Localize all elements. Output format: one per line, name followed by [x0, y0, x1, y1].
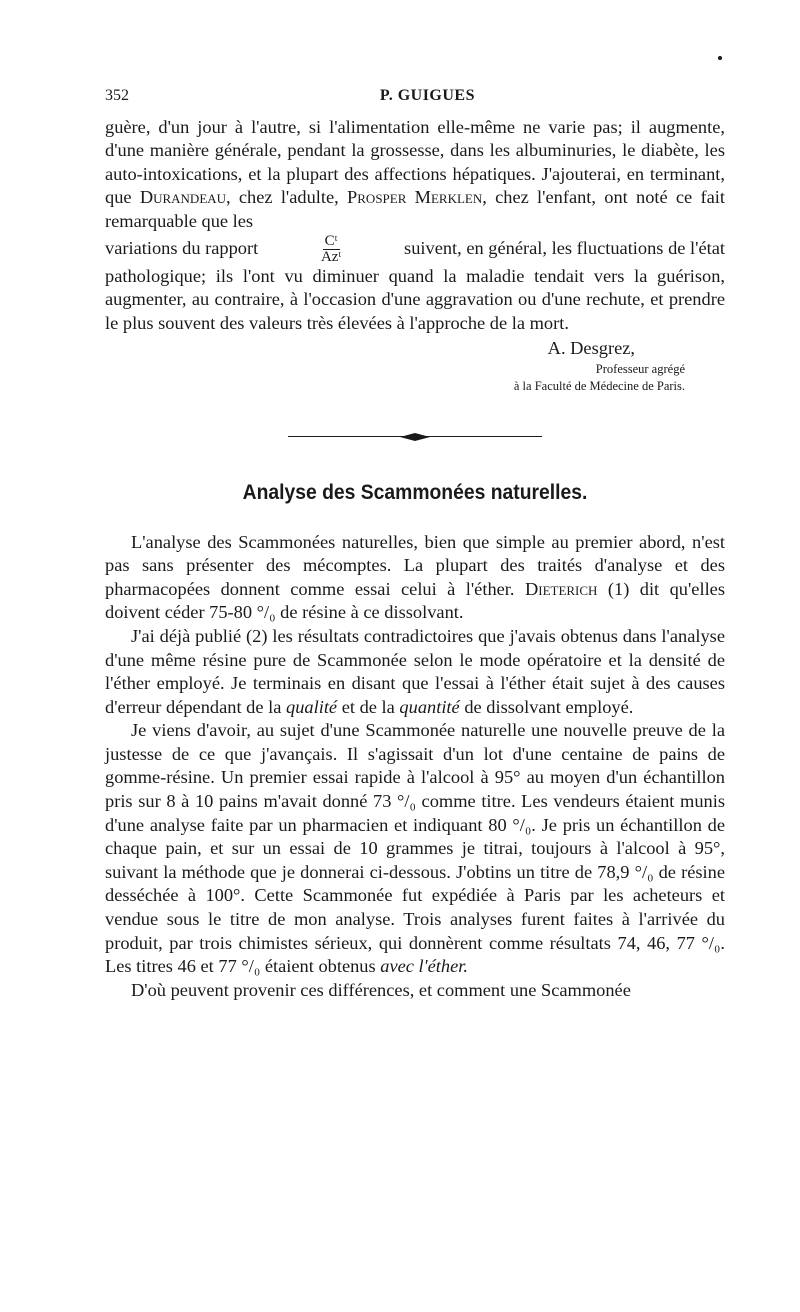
text-segment: et de la [341, 696, 395, 717]
emphasis: avec l'éther. [380, 956, 468, 977]
author-name: Prosper Merklen [347, 187, 483, 208]
paragraph-1 [105, 531, 725, 625]
text-segment: L'analyse des Scammonées naturelles, bien que simple au premier abord, n'est pas sans présenter des mécomptes. La plupart des traités d'analyse et des pharmacopées donnent comme essai celui à l'éther. [105, 531, 725, 599]
running-title: P. GUIGUES [379, 87, 475, 104]
text-segment: , chez l'enfant, ont noté ce fait remarquable que les [105, 187, 725, 231]
signature-title-2: à la Faculté de Médecine de Paris. [513, 378, 685, 393]
text-segment: de dissolvant employé. [464, 696, 634, 717]
text-segment: guère, d'un jour à l'autre, si l'alimentation elle-même ne varie pas; il augmente, d'une manière générale, pendant la grossesse, dans les albuminuries, le diabète, les auto-intoxications, et la plupart des affections hépatiques. J'ajouterai, en terminant, que [105, 116, 725, 208]
signature-title-1: Professeur agrégé [595, 361, 685, 376]
emphasis: quantité [399, 696, 460, 717]
text-segment: Je viens d'avoir, au sujet d'une Scammonée naturelle une nouvelle preuve de la justesse de ce que j'avançais. Il s'agissait d'un lot d'une centaine de pains de gomme-résine. Un premier essai rapide à l'alcool à 95° au moyen d'un échantillon pris sur 8 à 10 pains m'avait donné 73 °/₀ comme titre. Les vendeurs étaient munis d'une analyse faite par un pharmacien et indiquant 80 °/₀. Je pris un échantillon de chaque pain, et sur un essai de 10 grammes je titrai, toujours à l'alcool à 95°, suivant la méthode que je donnerai ci-dessous. J'obtins un titre de 78,9 °/₀ de résine desséchée à 100°. Cette Scammonée fut expédiée à Paris par les acheteurs et vendue sous le titre de mon analyse. Trois analyses furent faites à l'arrivée du produit, par trois chimistes sérieux, qui donnèrent comme résultats 74, 46, 77 °/₀. Les titres 46 et 77 °/₀ étaient obtenus [105, 720, 725, 977]
text-segment: variations du rapport [105, 238, 259, 259]
emphasis: qualité [286, 696, 338, 717]
text-segment: (1) dit qu'elles doivent céder 75-80 °/₀ de résine à ce dissolvant. [105, 578, 725, 623]
ratio-fraction [321, 234, 341, 265]
fraction-denominator: Azᵗ [320, 248, 342, 265]
author-name: Dieterich [524, 578, 598, 599]
page-number: 352 [105, 87, 129, 104]
paragraph-end: pathologique; ils l'ont vu diminuer quand la maladie tendait vers la guérison, augmenter, au contraire, à l'occasion d'une aggravation ou d'une rechute, et prendre le plus souvent des valeurs très élevées à l'approche de la mort. [105, 265, 725, 333]
page-header [105, 84, 725, 108]
section-divider [288, 433, 542, 441]
signature-name: A. Desgrez, [547, 338, 635, 359]
ink-speck [718, 56, 722, 60]
page [105, 84, 725, 1002]
paragraph-3 [105, 719, 725, 979]
ratio-line [105, 234, 725, 265]
paragraph-4: D'où peuvent provenir ces différences, et comment une Scammonée [131, 979, 631, 1000]
text-segment: , chez l'adulte, [226, 187, 339, 208]
text-segment: J'ai déjà publié (2) les résultats contradictoires que j'avais obtenus dans l'analyse d'une même résine pure de Scammonée selon le mode opératoire et la densité de l'éther employé. Je terminais en disant que l'essai à l'éther était sujet à des causes d'erreur dépendant de la [105, 625, 725, 717]
section-title: Analyse des Scammonées naturelles. [242, 480, 588, 504]
paragraph-2 [105, 625, 725, 719]
paragraph-continued [105, 116, 725, 234]
text-segment: suivent, en général, les fluctuations de l'état [404, 238, 725, 259]
fraction-numerator: Cᵗ [324, 232, 338, 249]
divider-ornament-icon [400, 433, 430, 441]
author-name: Durandeau [139, 187, 227, 208]
